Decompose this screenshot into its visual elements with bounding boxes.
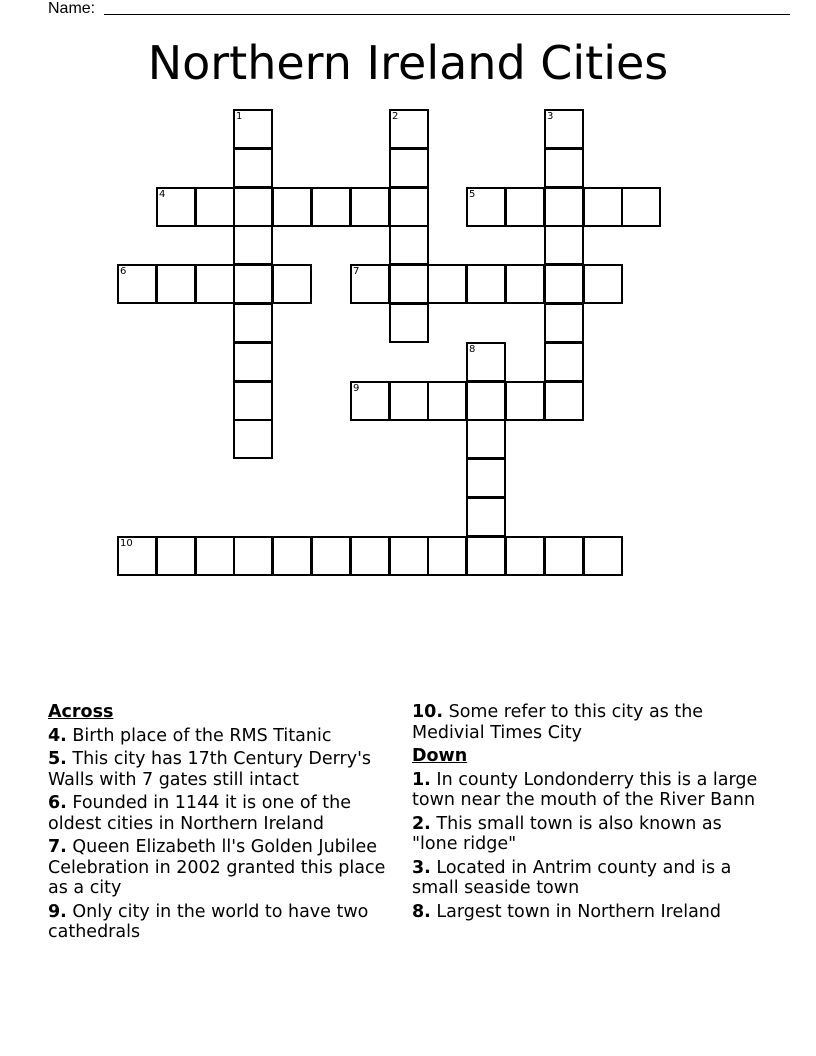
grid-cell[interactable] — [544, 109, 584, 149]
grid-cell[interactable] — [272, 187, 312, 227]
grid-cell[interactable] — [544, 536, 584, 576]
grid-cell[interactable] — [621, 187, 661, 227]
clue-number: 8. — [412, 901, 431, 922]
grid-cell[interactable] — [350, 264, 390, 304]
grid-cell[interactable] — [117, 264, 157, 304]
clue-text: In county Londonderry this is a large town near the mouth of the River Bann — [412, 769, 758, 810]
clue-number: 9. — [48, 901, 67, 922]
clue-text: Largest town in Northern Ireland — [436, 901, 722, 922]
grid-cell[interactable] — [233, 225, 273, 265]
clue-across-4 — [48, 726, 400, 747]
grid-cell[interactable] — [544, 264, 584, 304]
cell-number: 4 — [159, 189, 166, 200]
grid-cell[interactable] — [466, 419, 506, 459]
puzzle-title: Northern Ireland Cities — [147, 36, 669, 90]
grid-cell[interactable] — [544, 303, 584, 343]
grid-cell[interactable] — [544, 225, 584, 265]
cell-number: 10 — [120, 538, 133, 549]
grid-cell[interactable] — [350, 187, 390, 227]
cell-number: 2 — [392, 111, 399, 122]
grid-cell[interactable] — [466, 187, 506, 227]
clue-number: 4. — [48, 725, 67, 746]
grid-cell[interactable] — [350, 381, 390, 421]
cell-number: 3 — [547, 111, 554, 122]
grid-cell[interactable] — [544, 148, 584, 188]
grid-cell[interactable] — [195, 264, 235, 304]
clue-down-2 — [412, 814, 762, 855]
clue-text: This small town is also known as "lone ridge" — [412, 813, 722, 854]
clue-down-8 — [412, 902, 762, 923]
across-heading: Across — [48, 702, 114, 722]
grid-cell[interactable] — [389, 225, 429, 265]
clues-left-column — [48, 702, 400, 946]
grid-cell[interactable] — [195, 187, 235, 227]
cell-number: 8 — [469, 344, 476, 355]
grid-cell[interactable] — [505, 187, 545, 227]
clue-text: Birth place of the RMS Titanic — [72, 725, 332, 746]
grid-cell[interactable] — [195, 536, 235, 576]
grid-cell[interactable] — [233, 381, 273, 421]
grid-cell[interactable] — [311, 187, 351, 227]
grid-cell[interactable] — [544, 187, 584, 227]
grid-cell[interactable] — [466, 342, 506, 382]
grid-cell[interactable] — [505, 536, 545, 576]
grid-cell[interactable] — [583, 187, 623, 227]
clue-number: 7. — [48, 837, 67, 857]
grid-cell[interactable] — [583, 536, 623, 576]
down-heading: Down — [412, 746, 468, 766]
name-label: Name: — [48, 0, 96, 17]
grid-cell[interactable] — [117, 536, 157, 576]
clue-text: Located in Antrim county and is a small seaside town — [412, 857, 732, 898]
grid-cell[interactable] — [466, 458, 506, 498]
grid-cell[interactable] — [427, 264, 467, 304]
grid-cell[interactable] — [544, 342, 584, 382]
clue-number: 1. — [412, 769, 431, 790]
cell-number: 6 — [120, 266, 127, 277]
grid-cell[interactable] — [466, 381, 506, 421]
grid-cell[interactable] — [233, 536, 273, 576]
grid-cell[interactable] — [466, 497, 506, 537]
grid-cell[interactable] — [156, 187, 196, 227]
cell-number: 9 — [353, 383, 360, 394]
grid-cell[interactable] — [233, 303, 273, 343]
grid-cell[interactable] — [156, 536, 196, 576]
grid-cell[interactable] — [427, 536, 467, 576]
clue-across-6 — [48, 793, 400, 834]
clue-across-5 — [48, 749, 400, 790]
grid-cell[interactable] — [389, 264, 429, 304]
grid-cell[interactable] — [272, 536, 312, 576]
grid-cell[interactable] — [389, 303, 429, 343]
clue-down-1 — [412, 770, 762, 811]
clue-number: 5. — [48, 749, 67, 769]
clue-text: This city has 17th Century Derry's Walls with 7 gates still intact — [48, 749, 372, 790]
grid-cell[interactable] — [583, 264, 623, 304]
clue-text: Queen Elizabeth ll's Golden Jubilee Celebration in 2002 granted this place as a city — [48, 837, 386, 898]
grid-cell[interactable] — [233, 264, 273, 304]
clue-number: 2. — [412, 813, 431, 834]
clue-text: Some refer to this city as the Medivial Times City — [412, 702, 704, 743]
clue-across-7 — [48, 837, 400, 899]
grid-cell[interactable] — [233, 419, 273, 459]
clue-number: 6. — [48, 793, 67, 813]
grid-cell[interactable] — [233, 148, 273, 188]
cell-number: 5 — [469, 189, 476, 200]
grid-cell[interactable] — [233, 187, 273, 227]
cell-number: 1 — [236, 111, 243, 122]
clue-number: 3. — [412, 857, 431, 878]
grid-cell[interactable] — [466, 536, 506, 576]
clue-text: Only city in the world to have two cathedrals — [48, 901, 369, 942]
grid-cell[interactable] — [389, 109, 429, 149]
grid-cell[interactable] — [350, 536, 390, 576]
grid-cell[interactable] — [233, 109, 273, 149]
grid-cell[interactable] — [311, 536, 351, 576]
grid-cell[interactable] — [389, 187, 429, 227]
grid-cell[interactable] — [389, 148, 429, 188]
clues-right-column — [412, 702, 762, 925]
clue-across-10 — [412, 702, 762, 743]
clue-across-9 — [48, 902, 400, 943]
grid-cell[interactable] — [544, 381, 584, 421]
grid-cell[interactable] — [389, 381, 429, 421]
grid-cell[interactable] — [466, 264, 506, 304]
grid-cell[interactable] — [389, 536, 429, 576]
cell-number: 7 — [353, 266, 360, 277]
grid-cell[interactable] — [505, 381, 545, 421]
grid-cell[interactable] — [505, 264, 545, 304]
grid-cell[interactable] — [233, 342, 273, 382]
grid-cell[interactable] — [272, 264, 312, 304]
grid-cell[interactable] — [427, 381, 467, 421]
clue-number: 10. — [412, 702, 444, 722]
clue-down-3 — [412, 858, 762, 899]
grid-cell[interactable] — [156, 264, 196, 304]
clue-text: Founded in 1144 it is one of the oldest cities in Northern Ireland — [48, 793, 352, 834]
